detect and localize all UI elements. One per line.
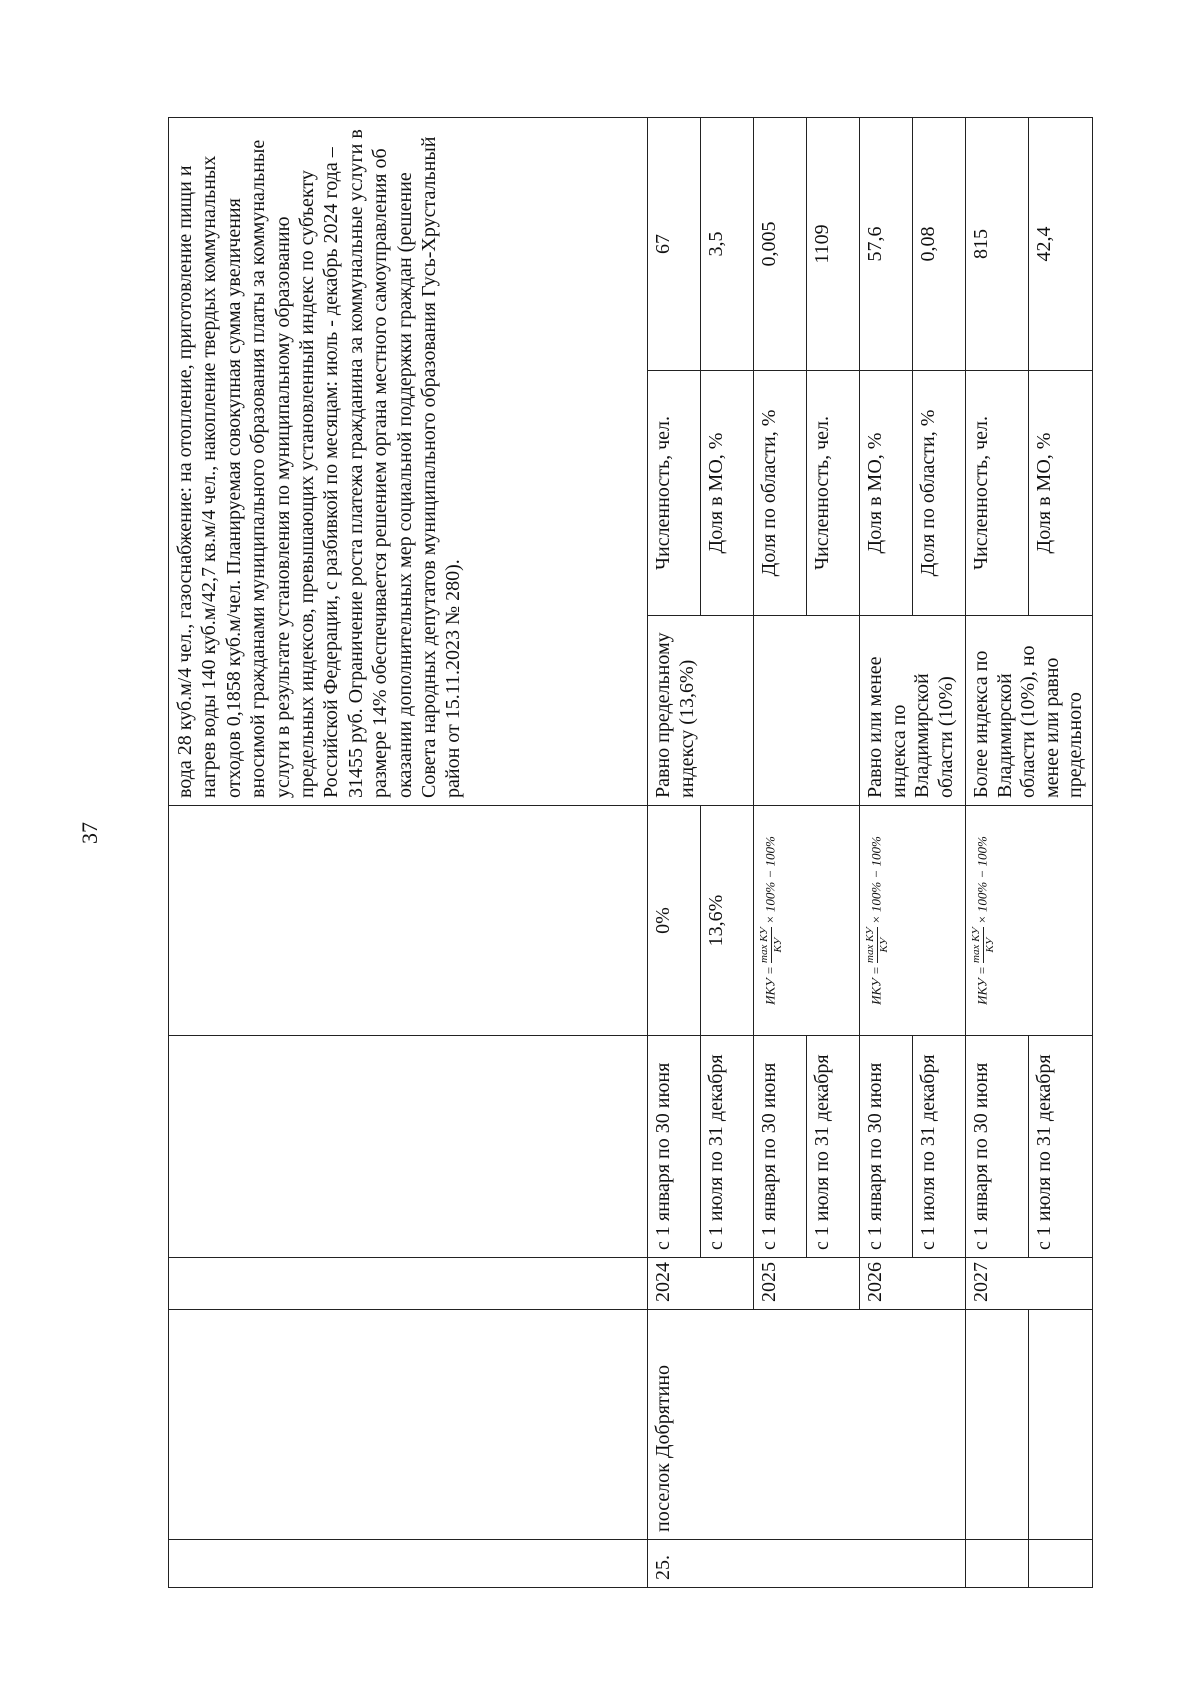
criterion-cell: Более индекса по Владимирской области (10%), но менее или равно предельного xyxy=(966,616,1093,806)
period-cell: с 1 января по 30 июня xyxy=(754,1036,807,1258)
cell-empty xyxy=(169,1540,648,1588)
indicator-cell: Численность, чел. xyxy=(648,371,701,616)
table-row xyxy=(648,118,701,1588)
cell-empty xyxy=(169,806,648,1036)
indicator-cell: Доля по области, % xyxy=(913,371,966,616)
criterion-cell: Равно или менее индекса по Владимирской области (10%) xyxy=(860,616,966,806)
result-cell: 57,6 xyxy=(860,118,913,371)
indicator-cell: Доля в МО, % xyxy=(1029,371,1092,616)
row-number: 25. xyxy=(648,1540,966,1588)
result-cell: 1109 xyxy=(807,118,860,371)
period-cell: с 1 июля по 31 декабря xyxy=(913,1036,966,1258)
year-cell: 2027 xyxy=(966,1258,1093,1310)
year-cell: 2024 xyxy=(648,1258,754,1310)
cell-empty xyxy=(169,1036,648,1258)
result-cell: 815 xyxy=(966,118,1029,371)
indicator-cell: Доля по области, % xyxy=(754,371,807,616)
value-cell: 0% xyxy=(648,806,701,1036)
table-row xyxy=(966,118,1029,1588)
formula-cell: ИКУ = max КУ КУ × 100% − 100% xyxy=(860,806,966,1036)
result-cell: 0,08 xyxy=(913,118,966,371)
cell-empty xyxy=(169,1310,648,1540)
description-cell: вода 28 куб.м/4 чел., газоснабжение: на отопление, приготовление пищи и нагрев воды 140 куб.м/42,7 кв.м/4 чел., накопление твердых коммунальных отходов 0,1858 куб.м/чел. Планируемая совокупная сумма увеличения вносимой гражданами муниципального образования платы за коммунальные услуги в результате установления по муниципальному образованию предельных индексов, превышающих установленный индекс по субъекту Российской Федерации, с разбивкой по месяцам: июль - декабрь 2024 года – 31455 руб. Ограничение роста платежа гражданина за коммунальные услуги в размере 14% обеспечивается решением органа местного самоуправления об оказании дополнительных мер социальной поддержки граждан (решение Совета народных депутатов муниципального образования Гусь-Хрустальный район от 15.11.2023 № 280). xyxy=(169,118,648,806)
indicator-cell: Численность, чел. xyxy=(807,371,860,616)
formula-cell: ИКУ = max КУ КУ × 100% − 100% xyxy=(966,806,1093,1036)
rotated-table-sheet xyxy=(168,118,1098,1588)
result-cell: 3,5 xyxy=(701,118,754,371)
period-cell: с 1 июля по 31 декабря xyxy=(1029,1036,1092,1258)
settlement-name: поселок Добрятино xyxy=(648,1310,966,1540)
cell-empty xyxy=(1029,1310,1092,1540)
criterion-cell: Равно предельному индексу (13,6%) xyxy=(648,616,754,806)
period-cell: с 1 января по 30 июня xyxy=(648,1036,701,1258)
value-cell: 13,6% xyxy=(701,806,754,1036)
period-cell: с 1 июля по 31 декабря xyxy=(701,1036,754,1258)
indicator-cell: Доля в МО, % xyxy=(701,371,754,616)
period-cell: с 1 января по 30 июня xyxy=(860,1036,913,1258)
cell-empty xyxy=(1029,1540,1092,1588)
year-cell: 2026 xyxy=(860,1258,966,1310)
result-cell: 0,005 xyxy=(754,118,807,371)
cell-empty xyxy=(754,616,860,806)
table-row xyxy=(169,118,648,1588)
formula-cell: ИКУ = max КУ КУ × 100% − 100% xyxy=(754,806,860,1036)
period-cell: с 1 июля по 31 декабря xyxy=(807,1036,860,1258)
indicator-cell: Численность, чел. xyxy=(966,371,1029,616)
result-cell: 42,4 xyxy=(1029,118,1092,371)
tariff-table xyxy=(168,117,1093,1588)
cell-empty xyxy=(966,1540,1029,1588)
indicator-cell: Доля в МО, % xyxy=(860,371,913,616)
period-cell: с 1 января по 30 июня xyxy=(966,1036,1029,1258)
cell-empty xyxy=(169,1258,648,1310)
cell-empty xyxy=(966,1310,1029,1540)
year-cell: 2025 xyxy=(754,1258,860,1310)
result-cell: 67 xyxy=(648,118,701,371)
page-number: 37 xyxy=(77,822,102,844)
